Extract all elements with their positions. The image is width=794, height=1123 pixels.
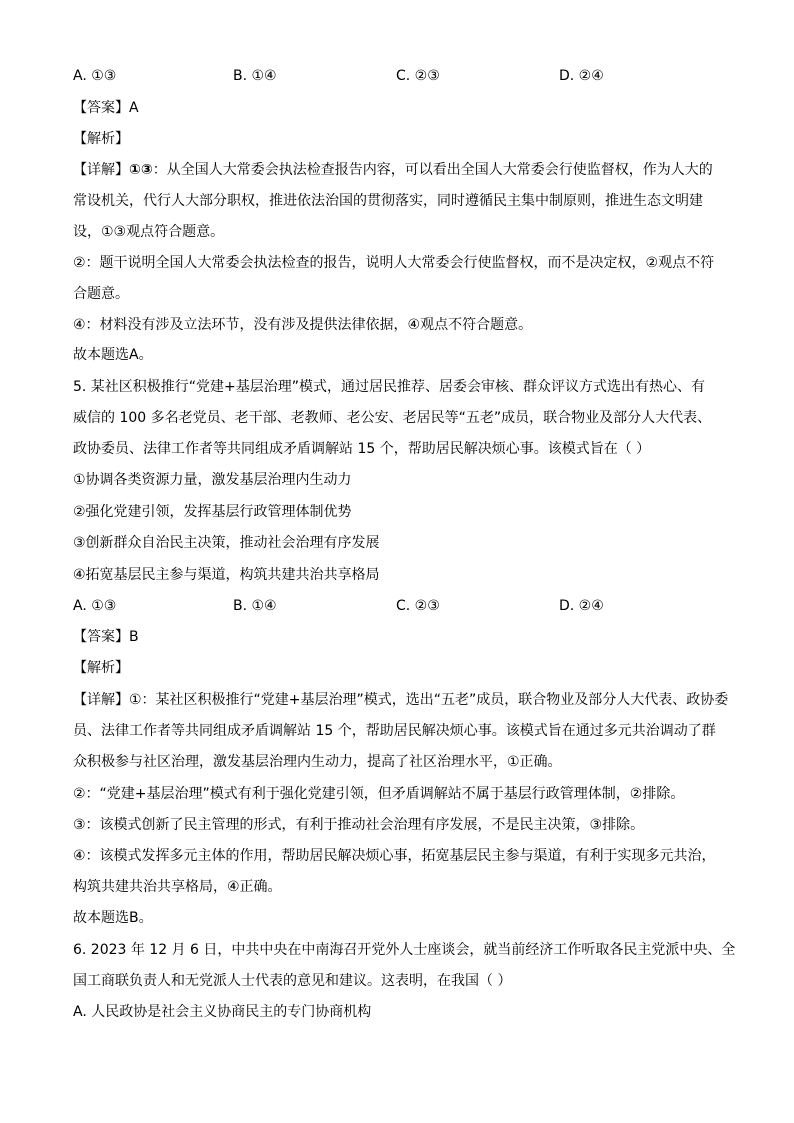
q5-detail-line-3: 众积极参与社区治理，激发基层治理内生动力，提高了社区治理水平，①正确。 xyxy=(73,754,562,770)
q5-stem-line-2: 威信的 100 多名老党员、老干部、老教师、老公安、老居民等“五老”成员，联合物业及部分人大代表、 xyxy=(73,410,712,426)
q5-option-d: D. ②④ xyxy=(559,598,604,614)
q4-item2-line-2: 合题意。 xyxy=(73,286,129,302)
q5-option-c: C. ②③ xyxy=(396,598,440,614)
q4-item2-line-1: ②：题干说明全国人大常委会执法检查的报告，说明人大常委会行使监督权，而不是决定权，②观点不符 xyxy=(73,255,715,271)
q5-detail-text-1: ①：某社区积极推行“党建+基层治理”模式，选出“五老”成员，联合物业及部分人大代表、政协委 xyxy=(129,692,729,708)
q6-stem-line-1: 6. 2023 年 12 月 6 日，中共中央在中南海召开党外人士座谈会，就当前经济工作听取各民主党派中央、全 xyxy=(73,942,736,958)
q5-statement-2: ②强化党建引领，发挥基层行政管理体制优势 xyxy=(73,504,352,520)
q4-detail-key: ①③ xyxy=(129,162,153,178)
q5-statement-1: ①协调各类资源力量，激发基层治理内生动力 xyxy=(73,472,352,488)
q5-stem-line-3: 政协委员、法律工作者等共同组成矛盾调解站 15 个，帮助居民解决烦心事。该模式旨在（ ） xyxy=(73,441,651,457)
q4-detail-line-2: 常设机关，代行人大部分职权，推进依法治国的贯彻落实，同时遵循民主集中制原则，推进生态文明建 xyxy=(73,193,703,209)
q6-option-a: A. 人民政协是社会主义协商民主的专门协商机构 xyxy=(73,1004,372,1020)
q5-analysis-label: 【解析】 xyxy=(73,660,129,676)
q5-detail-label: 【详解】 xyxy=(73,692,129,708)
q4-option-b: B. ①④ xyxy=(233,68,277,84)
q4-analysis-label: 【解析】 xyxy=(73,131,129,147)
q5-options xyxy=(0,596,794,616)
q4-option-a: A. ①③ xyxy=(73,68,117,84)
q5-answer: 【答案】B xyxy=(73,629,139,645)
q5-statement-3: ③创新群众自治民主决策，推动社会治理有序发展 xyxy=(73,535,380,551)
q5-conclusion: 故本题选B。 xyxy=(73,910,153,926)
q4-answer: 【答案】A xyxy=(73,100,139,116)
q4-detail-label: 【详解】 xyxy=(73,162,129,178)
q4-item4: ④：材料没有涉及立法环节，没有涉及提供法律依据，④观点不符合题意。 xyxy=(73,317,533,333)
q5-detail-line-2: 员、法律工作者等共同组成矛盾调解站 15 个，帮助居民解决烦心事。该模式旨在通过多元共治调动了群 xyxy=(73,723,716,739)
q5-option-b: B. ①④ xyxy=(233,598,277,614)
q5-item4-line-1: ④：该模式发挥多元主体的作用，帮助居民解决烦心事，拓宽基层民主参与渠道，有利于实现多元共治， xyxy=(73,848,716,864)
q5-item4-line-2: 构筑共建共治共享格局，④正确。 xyxy=(73,879,282,895)
q4-options xyxy=(0,66,794,86)
q4-detail-text-1: ：从全国人大常委会执法检查报告内容，可以看出全国人大常委会行使监督权，作为人大的 xyxy=(152,162,713,178)
q5-stem-line-1: 5. 某社区积极推行“党建+基层治理”模式，通过居民推荐、居委会审核、群众评议方式选出有热心、有 xyxy=(73,379,706,395)
q6-stem-line-2: 国工商联负责人和无党派人士代表的意见和建议。这表明，在我国（ ） xyxy=(73,973,512,989)
q5-detail-line-1 xyxy=(73,690,728,710)
q4-option-d: D. ②④ xyxy=(559,68,604,84)
q5-option-a: A. ①③ xyxy=(73,598,117,614)
q5-item3: ③：该模式创新了民主管理的形式，有利于推动社会治理有序发展，不是民主决策，③排除。 xyxy=(73,817,645,833)
q4-detail-line-1 xyxy=(73,160,713,180)
q4-detail-line-3: 设，①③观点符合题意。 xyxy=(73,224,225,240)
q5-statement-4: ④拓宽基层民主参与渠道，构筑共建共治共享格局 xyxy=(73,567,380,583)
q5-item2: ②：“党建+基层治理”模式有利于强化党建引领，但矛盾调解站不属于基层行政管理体制，②排除。 xyxy=(73,786,685,802)
q4-option-c: C. ②③ xyxy=(396,68,440,84)
q4-conclusion: 故本题选A。 xyxy=(73,347,153,363)
